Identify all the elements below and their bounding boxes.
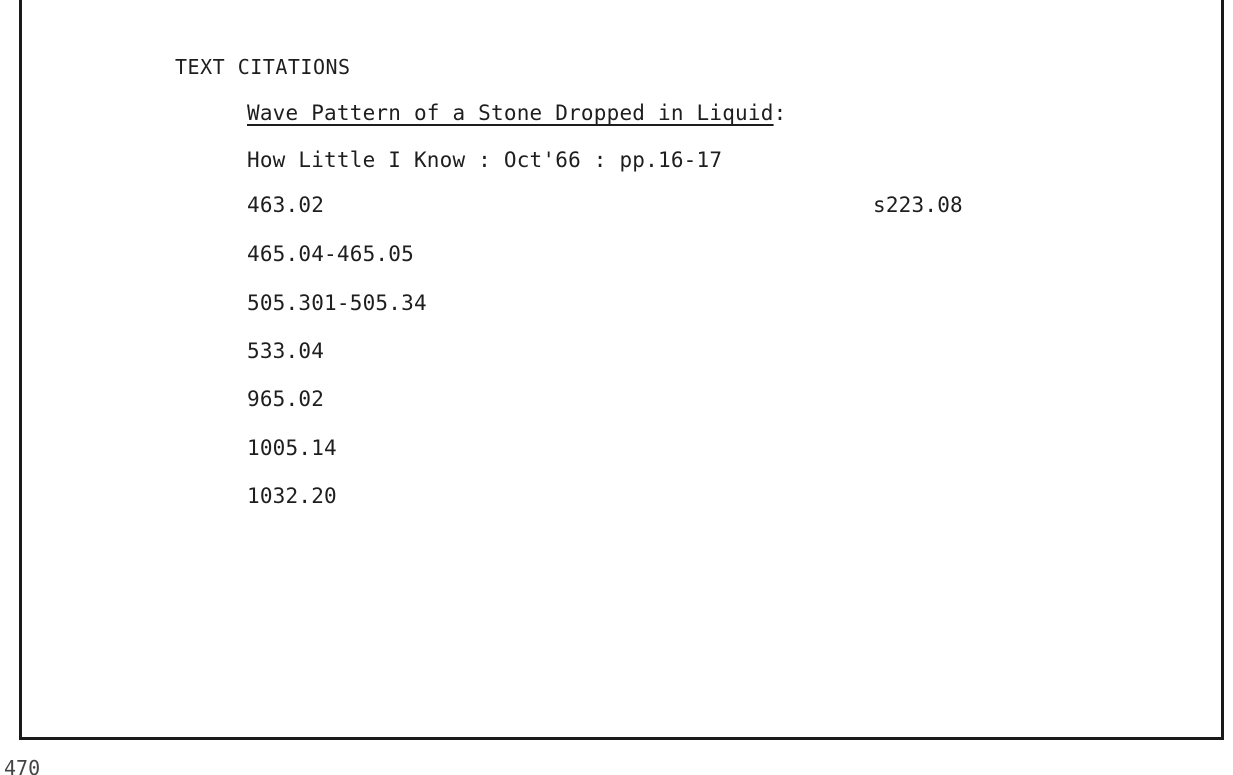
citation-entry: 505.301-505.34 bbox=[247, 291, 427, 315]
section-heading: TEXT CITATIONS bbox=[175, 55, 351, 79]
subject-title-colon: : bbox=[773, 101, 787, 125]
citation-entry: 1005.14 bbox=[247, 436, 337, 460]
citation-entry: 1032.20 bbox=[247, 484, 337, 508]
citation-entry: 463.02 bbox=[247, 193, 325, 217]
subject-title-text: Wave Pattern of a Stone Dropped in Liquid bbox=[247, 101, 774, 125]
citation-entry: 533.04 bbox=[247, 339, 325, 363]
citation-entry: 465.04-465.05 bbox=[247, 242, 414, 266]
side-citation: s223.08 bbox=[873, 193, 963, 217]
subject-title bbox=[247, 101, 786, 125]
page-number: 470 bbox=[4, 756, 41, 775]
citation-entry: 965.02 bbox=[247, 387, 325, 411]
source-reference: How Little I Know : Oct'66 : pp.16-17 bbox=[247, 148, 723, 172]
